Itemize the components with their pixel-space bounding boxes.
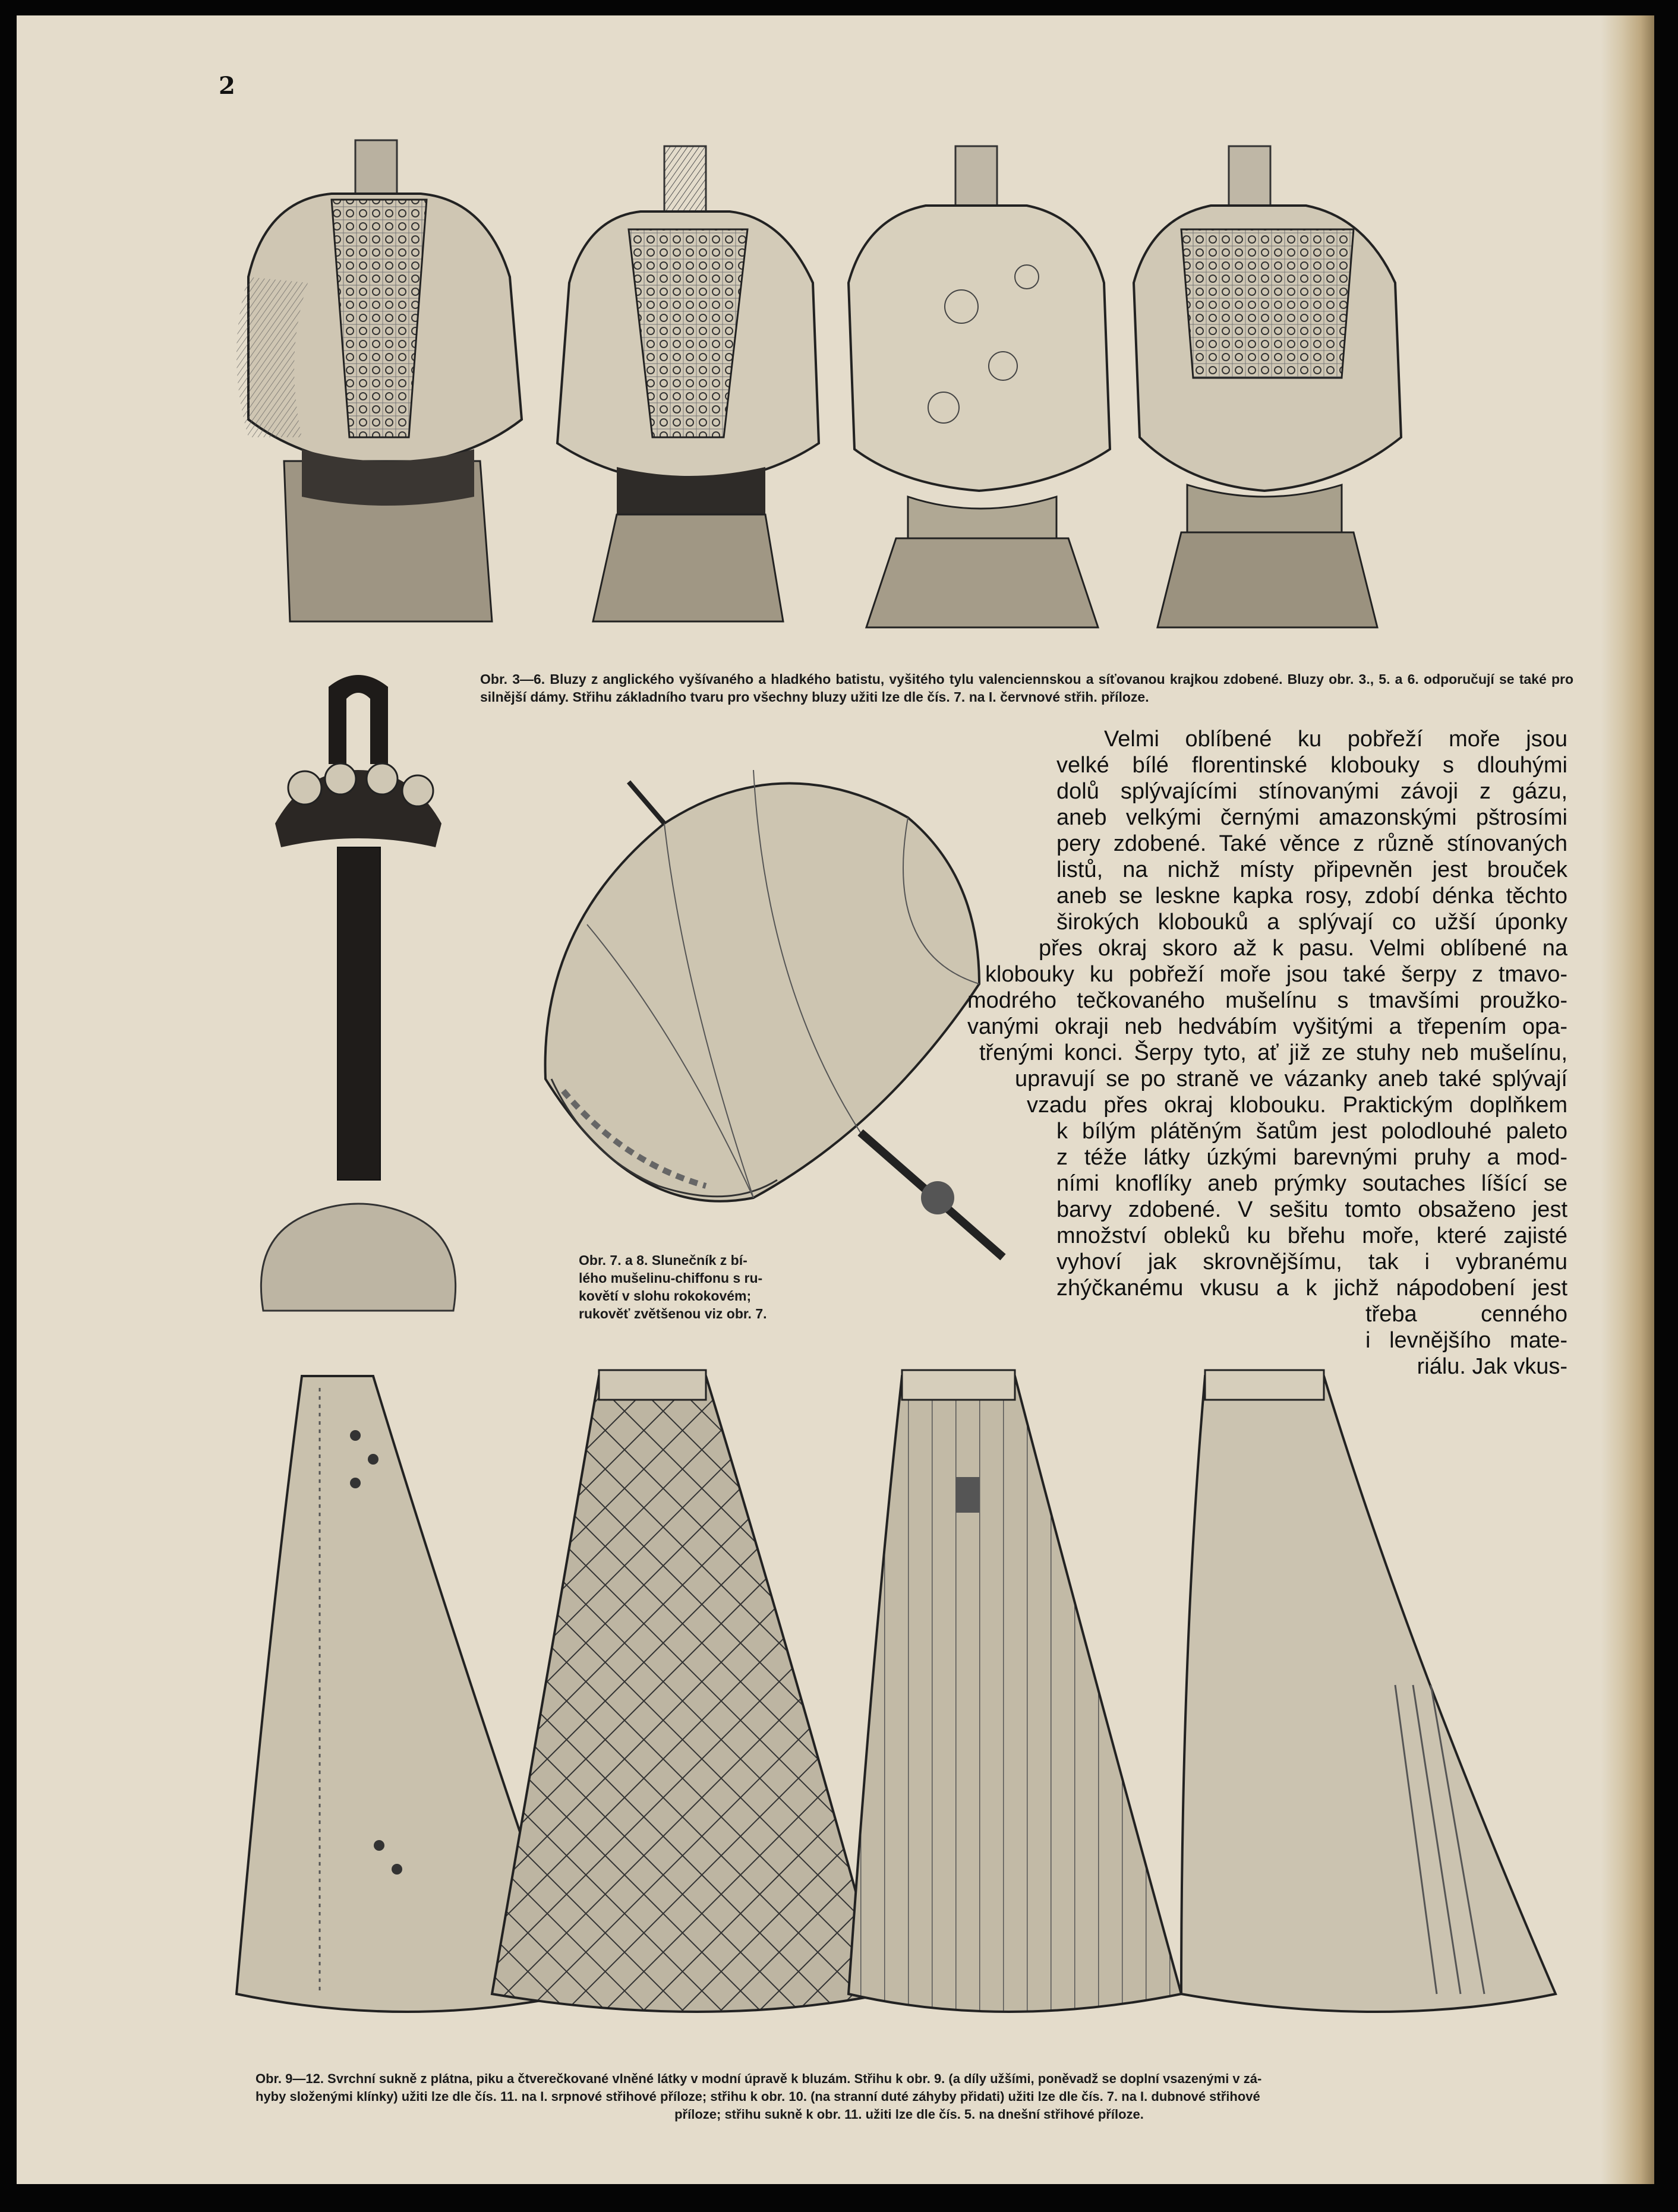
article-line: vanými okraji neb hedvábím vyšitými a třepením opa- bbox=[967, 1014, 1567, 1039]
skirts-caption-line: hyby složenými klínky) užiti lze dle čís. 11. na I. srpnové střihové příloze; střihu k obr. 10. (na stranní duté záhyby přidati) užiti lze dle čís. 7. na I. dubnové střihové bbox=[256, 2089, 1260, 2104]
skirt-figure-11 bbox=[849, 1370, 1181, 2012]
article-line: Velmi oblíbené ku pobřeží moře jsou bbox=[1104, 727, 1567, 752]
article-line: ními knoflíky aneb prýmky soutaches líšící se bbox=[1056, 1171, 1567, 1196]
blouse-figure-1 bbox=[236, 140, 522, 621]
article-line: aneb velkými černými amazonskými pštrosími bbox=[1056, 805, 1567, 830]
article-line: z téže látky úzkými barevnými pruhy a mod- bbox=[1056, 1145, 1567, 1170]
article-line: aneb se leskne kapka rosy, zdobí dénka těchto bbox=[1056, 883, 1567, 908]
article-line: i levnějšího mate- bbox=[1365, 1328, 1567, 1353]
article-line: modrého tečkovaného mušelínu s tmavšími proužko- bbox=[967, 988, 1567, 1013]
article-line: zhýčkanému vkusu a k jichž nápodobení jest bbox=[1056, 1276, 1567, 1301]
article-line: k bílým plátěným šatům jest polodlouhé paleto bbox=[1056, 1119, 1567, 1144]
article-line: širokých klobouků a splývají co užší úponky bbox=[1056, 910, 1567, 935]
article-line: barvy zdobené. V sešitu tomto obsaženo jest bbox=[1056, 1197, 1567, 1222]
article-line: vyhoví jak skrovnějšímu, tak i vybranému bbox=[1056, 1249, 1567, 1274]
blouse-illustrations bbox=[213, 128, 1419, 651]
article-line: třeba cenného bbox=[1365, 1302, 1567, 1327]
article-line: množství obleků ku břehu moře, které zajisté bbox=[1056, 1223, 1567, 1248]
article-line: vzadu přes okraj klobouku. Praktickým doplňkem bbox=[1027, 1093, 1567, 1118]
blouse-figure-2 bbox=[557, 146, 819, 621]
skirts-caption-line: příloze; střihu sukně k obr. 11. užiti lze dle čís. 5. na dnešní střihové příloze. bbox=[674, 2107, 1144, 2122]
page-number: 2 bbox=[219, 72, 235, 100]
skirt-figure-12 bbox=[1181, 1370, 1556, 2012]
article-line: velké bílé florentinské klobouky s dlouhými bbox=[1056, 753, 1567, 778]
parasol-caption-line: lého mušelinu-chiffonu s ru- bbox=[579, 1270, 763, 1286]
article-line: riálu. Jak vkus- bbox=[1417, 1354, 1567, 1379]
skirt-figure-10 bbox=[492, 1370, 884, 2012]
skirt-illustrations bbox=[219, 1352, 1579, 2036]
article-line: klobouky ku pobřeží moře jsou také šerpy z tmavo- bbox=[985, 962, 1567, 987]
magazine-page bbox=[17, 15, 1654, 2184]
skirts-caption bbox=[256, 2070, 1563, 2123]
page-spine-shadow bbox=[1601, 15, 1654, 2184]
article-line: dolů splývajícími stínovanými závoji z gázu, bbox=[1056, 779, 1567, 804]
blouse-figure-3 bbox=[849, 146, 1110, 627]
article-line: přes okraj skoro až k pasu. Velmi oblíbené na bbox=[1039, 936, 1567, 961]
parasol-caption-line: Obr. 7. a 8. Slunečník z bí- bbox=[579, 1252, 747, 1268]
parasol-illustration bbox=[528, 746, 1015, 1263]
parasol-caption bbox=[579, 1251, 828, 1323]
blouse-figure-4 bbox=[1134, 146, 1401, 627]
article-line: listů, na nichž místy připevněn jest brouček bbox=[1056, 857, 1567, 882]
article-body bbox=[967, 726, 1567, 1380]
article-line: pery zdobené. Také věnce z různě stínovaných bbox=[1056, 831, 1567, 856]
article-line: třenými konci. Šerpy tyto, ať již ze stuhy neb mušelínu, bbox=[979, 1040, 1567, 1065]
parasol-caption-line: kovětí v slohu rokokovém; bbox=[579, 1288, 752, 1304]
article-line: upravují se po straně ve vázanky aneb také splývají bbox=[1015, 1066, 1567, 1091]
skirts-caption-line: Obr. 9—12. Svrchní sukně z plátna, piku a čtverečkované vlněné látky v modní úpravě k bluzám. Střihu k obr. 9. (a díly užšími, poněvadž se doplní vsazenými v zá- bbox=[256, 2071, 1262, 2086]
blouses-caption: Obr. 3—6. Bluzy z anglického vyšívaného a hladkého batistu, vyšitého tylu valenciennskou a síťovanou krajkou zdobené. Bluzy obr. 3., 5. a 6. odporučují se také pro silnější dámy. Střihu základního tvaru pro všechny bluzy užiti lze dle čís. 7. na I. červnové střih. příloze. bbox=[480, 671, 1573, 705]
parasol-caption-line: rukověť zvětšenou viz obr. 7. bbox=[579, 1306, 767, 1321]
parasol-handle-illustration bbox=[239, 669, 572, 1323]
